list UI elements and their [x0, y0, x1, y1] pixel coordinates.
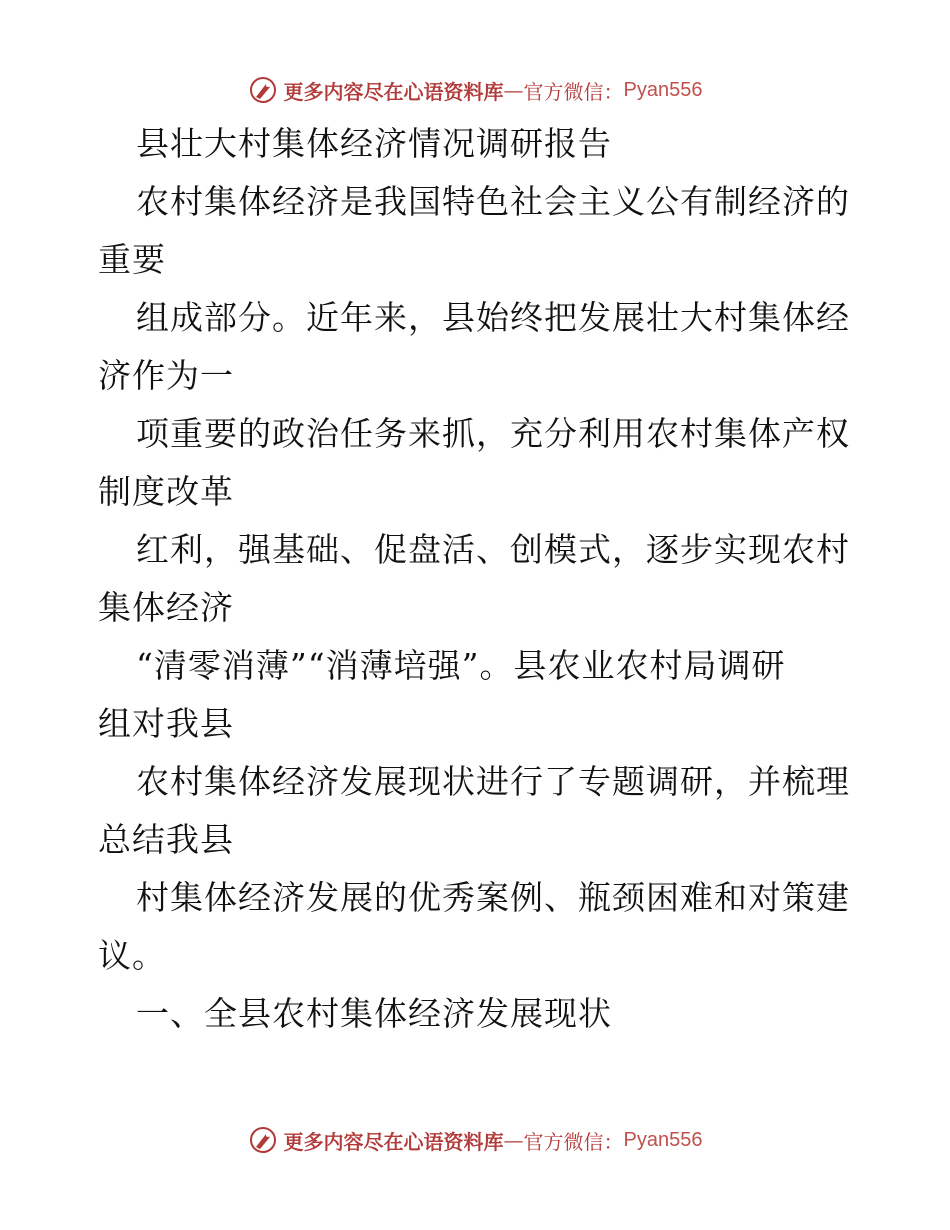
document-line: 组成部分。近年来，县始终把发展壮大村集体经: [136, 298, 850, 337]
watermark-handle: Pyan556: [623, 1128, 703, 1151]
pen-nib-logo-icon: [248, 75, 278, 105]
document-line: 济作为一: [98, 356, 234, 395]
watermark-official-label: 官方微信：: [523, 79, 624, 104]
document-line: 集体经济: [98, 588, 234, 627]
document-line: 县壮大村集体经济情况调研报告: [136, 124, 612, 163]
watermark-dash: —: [503, 78, 524, 102]
document-line: 一、全县农村集体经济发展现状: [136, 994, 612, 1033]
document-line: 农村集体经济是我国特色社会主义公有制经济的: [136, 182, 850, 221]
document-line: 农村集体经济发展现状进行了专题调研，并梳理: [136, 762, 850, 801]
document-line: 红利，强基础、促盘活、创模式，逐步实现农村: [136, 530, 850, 569]
watermark-dash: —: [503, 1128, 524, 1152]
watermark-site-text: 更多内容尽在心语资料库: [283, 79, 504, 104]
document-body: [98, 115, 858, 1043]
document-line: 总结我县: [98, 820, 234, 859]
watermark-site-text: 更多内容尽在心语资料库: [283, 1129, 504, 1154]
document-line: “清零消薄”“消薄培强”。县农业农村局调研: [136, 646, 786, 685]
watermark-handle: Pyan556: [623, 78, 703, 101]
watermark-official-label: 官方微信：: [523, 1129, 624, 1154]
document-line: 重要: [98, 240, 166, 279]
header-watermark: [0, 70, 950, 110]
pen-nib-logo-icon: [248, 1125, 278, 1155]
document-line: 项重要的政治任务来抓，充分利用农村集体产权: [136, 414, 850, 453]
document-line: 制度改革: [98, 472, 234, 511]
footer-watermark: [0, 1120, 950, 1160]
document-line: 村集体经济发展的优秀案例、瓶颈困难和对策建: [136, 878, 850, 917]
document-line: 组对我县: [98, 704, 234, 743]
document-line: 议。: [98, 936, 166, 975]
